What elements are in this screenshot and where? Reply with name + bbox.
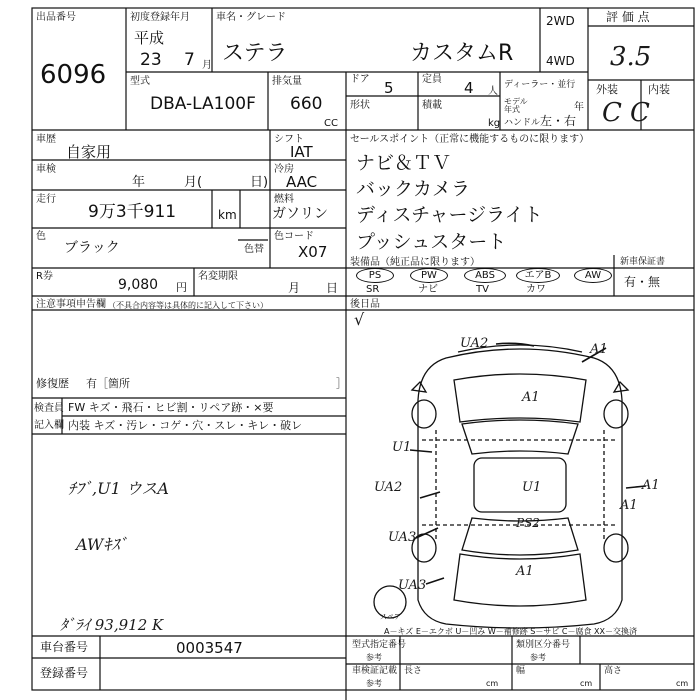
equip-tv: TV xyxy=(476,284,489,295)
handwritten-note-2: AWｷｽﾞ xyxy=(76,535,128,554)
capacity-value: 4 xyxy=(464,79,474,97)
car-name: ステラ xyxy=(222,41,288,66)
spare-label: スペア xyxy=(380,613,401,621)
equip-ps: PS xyxy=(356,268,394,283)
equip-airbag: エアB xyxy=(516,268,560,283)
category-label: 類別区分番号 xyxy=(516,640,571,650)
doors-label: ドア xyxy=(350,74,370,85)
shift-label: シフト xyxy=(274,134,304,145)
equip-navi: ナビ xyxy=(418,284,438,295)
chassis-value: 0003547 xyxy=(176,639,243,657)
cert-ref: 参考 xyxy=(366,679,382,688)
selling-point-1: ナビ＆ＴＶ xyxy=(356,152,452,174)
ac-value: AAC xyxy=(286,173,318,191)
int-score: C xyxy=(630,98,650,128)
equip-leather: カワ xyxy=(526,284,546,295)
history-label: 車歴 xyxy=(36,134,56,145)
selling-point-4: プッシュスタート xyxy=(356,231,507,253)
first-reg-unit: 月 xyxy=(202,60,212,71)
fuel-value: ガソリン xyxy=(272,206,328,222)
handwritten-note-1: ﾁﾌﾞ,U1 ウスA xyxy=(68,479,169,498)
shaken-month: 月( xyxy=(184,175,203,190)
selling-point-2: バックカメラ xyxy=(356,178,471,200)
first-reg-label: 初度登録年月 xyxy=(130,12,190,23)
mark-front-right: A1 xyxy=(590,342,608,357)
lot-label: 出品番号 xyxy=(36,12,76,23)
recycle-value: 9,080 xyxy=(118,277,159,293)
chassis-label: 車台番号 xyxy=(40,640,89,654)
drive-4wd: 4WD xyxy=(546,54,575,68)
model-year-unit: 年 xyxy=(574,102,584,113)
warranty-value: 有・無 xyxy=(624,275,661,289)
cert-label: 車検証記載 xyxy=(352,666,398,676)
selling-point-3: ディスチャージライト xyxy=(356,204,543,226)
mileage-value: 9万3千911 xyxy=(88,202,177,222)
mark-left-rear-door: UA3 xyxy=(388,530,417,545)
doors-value: 5 xyxy=(384,79,394,97)
mark-hood: A1 xyxy=(522,390,540,405)
equip-abs: ABS xyxy=(464,268,506,283)
category-ref: 参考 xyxy=(530,653,546,662)
width-unit: cm xyxy=(580,679,593,688)
repair-value: 有［箇所 xyxy=(86,377,130,390)
dealer-label: ディーラー・並行 xyxy=(504,80,576,90)
model-label: 型式 xyxy=(130,76,150,87)
first-reg-year: 23 xyxy=(140,50,162,70)
mark-right-rear: A1 xyxy=(620,498,638,513)
history-value: 自家用 xyxy=(66,143,112,161)
mark-trunk: A1 xyxy=(516,564,534,579)
height-unit: cm xyxy=(676,679,689,688)
mark-front-bumper: UA2 xyxy=(460,336,489,351)
shaken-label: 車検 xyxy=(36,164,56,175)
load-label: 積載 xyxy=(422,100,442,111)
equip-aw: AW xyxy=(574,268,612,283)
notes-label: 注意事項申告欄 xyxy=(36,299,106,310)
width-label: 幅 xyxy=(516,666,526,676)
mark-rear-window: PS2 xyxy=(516,516,540,530)
displacement-label: 排気量 xyxy=(272,76,302,87)
model-year-label1: モデル xyxy=(504,97,528,106)
inspector-row2: 内装 キズ・汚レ・コゲ・穴・スレ・キレ・破レ xyxy=(68,419,303,432)
equipment-label: 装備品（純正品に限ります） xyxy=(350,257,480,268)
handle-value: 左・右 xyxy=(540,114,577,128)
shape-label: 形状 xyxy=(350,100,370,111)
mileage-unit: km xyxy=(218,208,237,222)
reg-no-label: 登録番号 xyxy=(40,666,89,680)
shaken-year: 年 xyxy=(132,175,146,190)
lot-number: 6096 xyxy=(40,60,107,90)
shaken-day: 日) xyxy=(250,175,269,190)
score-value: 3.5 xyxy=(610,42,652,72)
load-unit: kg xyxy=(488,118,501,129)
type-designation-label: 型式指定番号 xyxy=(352,640,407,650)
recycle-unit: 円 xyxy=(176,281,187,294)
warranty-label: 新車保証書 xyxy=(620,257,666,267)
mark-left-fender: U1 xyxy=(392,440,412,455)
mark-left-door: UA2 xyxy=(374,480,403,495)
handle-label: ハンドル xyxy=(504,118,541,128)
mark-right-door: A1 xyxy=(642,478,660,493)
color-code-value: X07 xyxy=(298,243,328,261)
drive-2wd: 2WD xyxy=(546,14,575,28)
displacement-value: 660 xyxy=(290,94,323,114)
later-docs-mark: √ xyxy=(354,310,365,329)
ext-label: 外装 xyxy=(596,83,618,96)
fuel-label: 燃料 xyxy=(274,194,294,205)
name-change-label: 名変期限 xyxy=(198,271,238,282)
model-year-label2: 年式 xyxy=(504,105,520,114)
equip-pw: PW xyxy=(410,268,448,283)
color-code-label: 色コード xyxy=(274,231,314,242)
car-name-label: 車名・グレード xyxy=(216,12,286,23)
first-reg-month: 7 xyxy=(184,50,195,70)
int-label: 内装 xyxy=(648,83,670,96)
damage-legend: A－キズ E－エクボ U－凹み W－補修跡 S－サビ C－腐食 XX－交換済 xyxy=(384,627,638,636)
mileage-label: 走行 xyxy=(36,194,56,205)
displacement-unit: CC xyxy=(324,118,338,129)
ac-label: 冷房 xyxy=(274,164,294,175)
color-label: 色 xyxy=(36,231,46,242)
shift-value: IAT xyxy=(290,143,313,161)
model-value: DBA-LA100F xyxy=(150,94,256,114)
mark-rear-quarter: UA3 xyxy=(398,578,427,593)
capacity-unit: 人 xyxy=(488,86,498,97)
length-unit: cm xyxy=(486,679,499,688)
first-reg-era: 平成 xyxy=(134,29,165,47)
inspector-label1: 検査員 xyxy=(34,403,64,414)
length-label: 長さ xyxy=(404,666,423,676)
recycle-label: R券 xyxy=(36,271,53,282)
equip-sr: SR xyxy=(366,284,380,295)
repair-bracket: ］ xyxy=(336,377,347,390)
selling-points-label: セールスポイント（正常に機能するものに限ります） xyxy=(350,134,590,145)
color-value: ブラック xyxy=(64,240,120,256)
type-designation-ref: 参考 xyxy=(366,653,382,662)
name-change-day: 日 xyxy=(326,281,339,295)
score-label: 評 価 点 xyxy=(606,10,650,24)
inspector-label2: 記入欄 xyxy=(34,420,64,431)
height-label: 高さ xyxy=(604,666,623,676)
handwritten-chassis-note: ﾀﾞﾗｲ 93,912 K xyxy=(60,616,164,634)
color-change-label: 色替 xyxy=(244,244,264,255)
later-docs-label: 後日品 xyxy=(350,299,380,310)
repair-label: 修復歴 xyxy=(36,377,69,390)
inspector-row1: FW キズ・飛石・ヒビ割・リペア跡・×要 xyxy=(68,401,274,414)
name-change-month: 月 xyxy=(288,281,301,295)
ext-score: C xyxy=(602,98,622,128)
car-grade: カスタムR xyxy=(410,41,514,66)
capacity-label: 定員 xyxy=(422,74,442,85)
notes-sub: （不具合内容等は具体的に記入して下さい） xyxy=(108,301,268,310)
mark-roof: U1 xyxy=(522,480,542,495)
